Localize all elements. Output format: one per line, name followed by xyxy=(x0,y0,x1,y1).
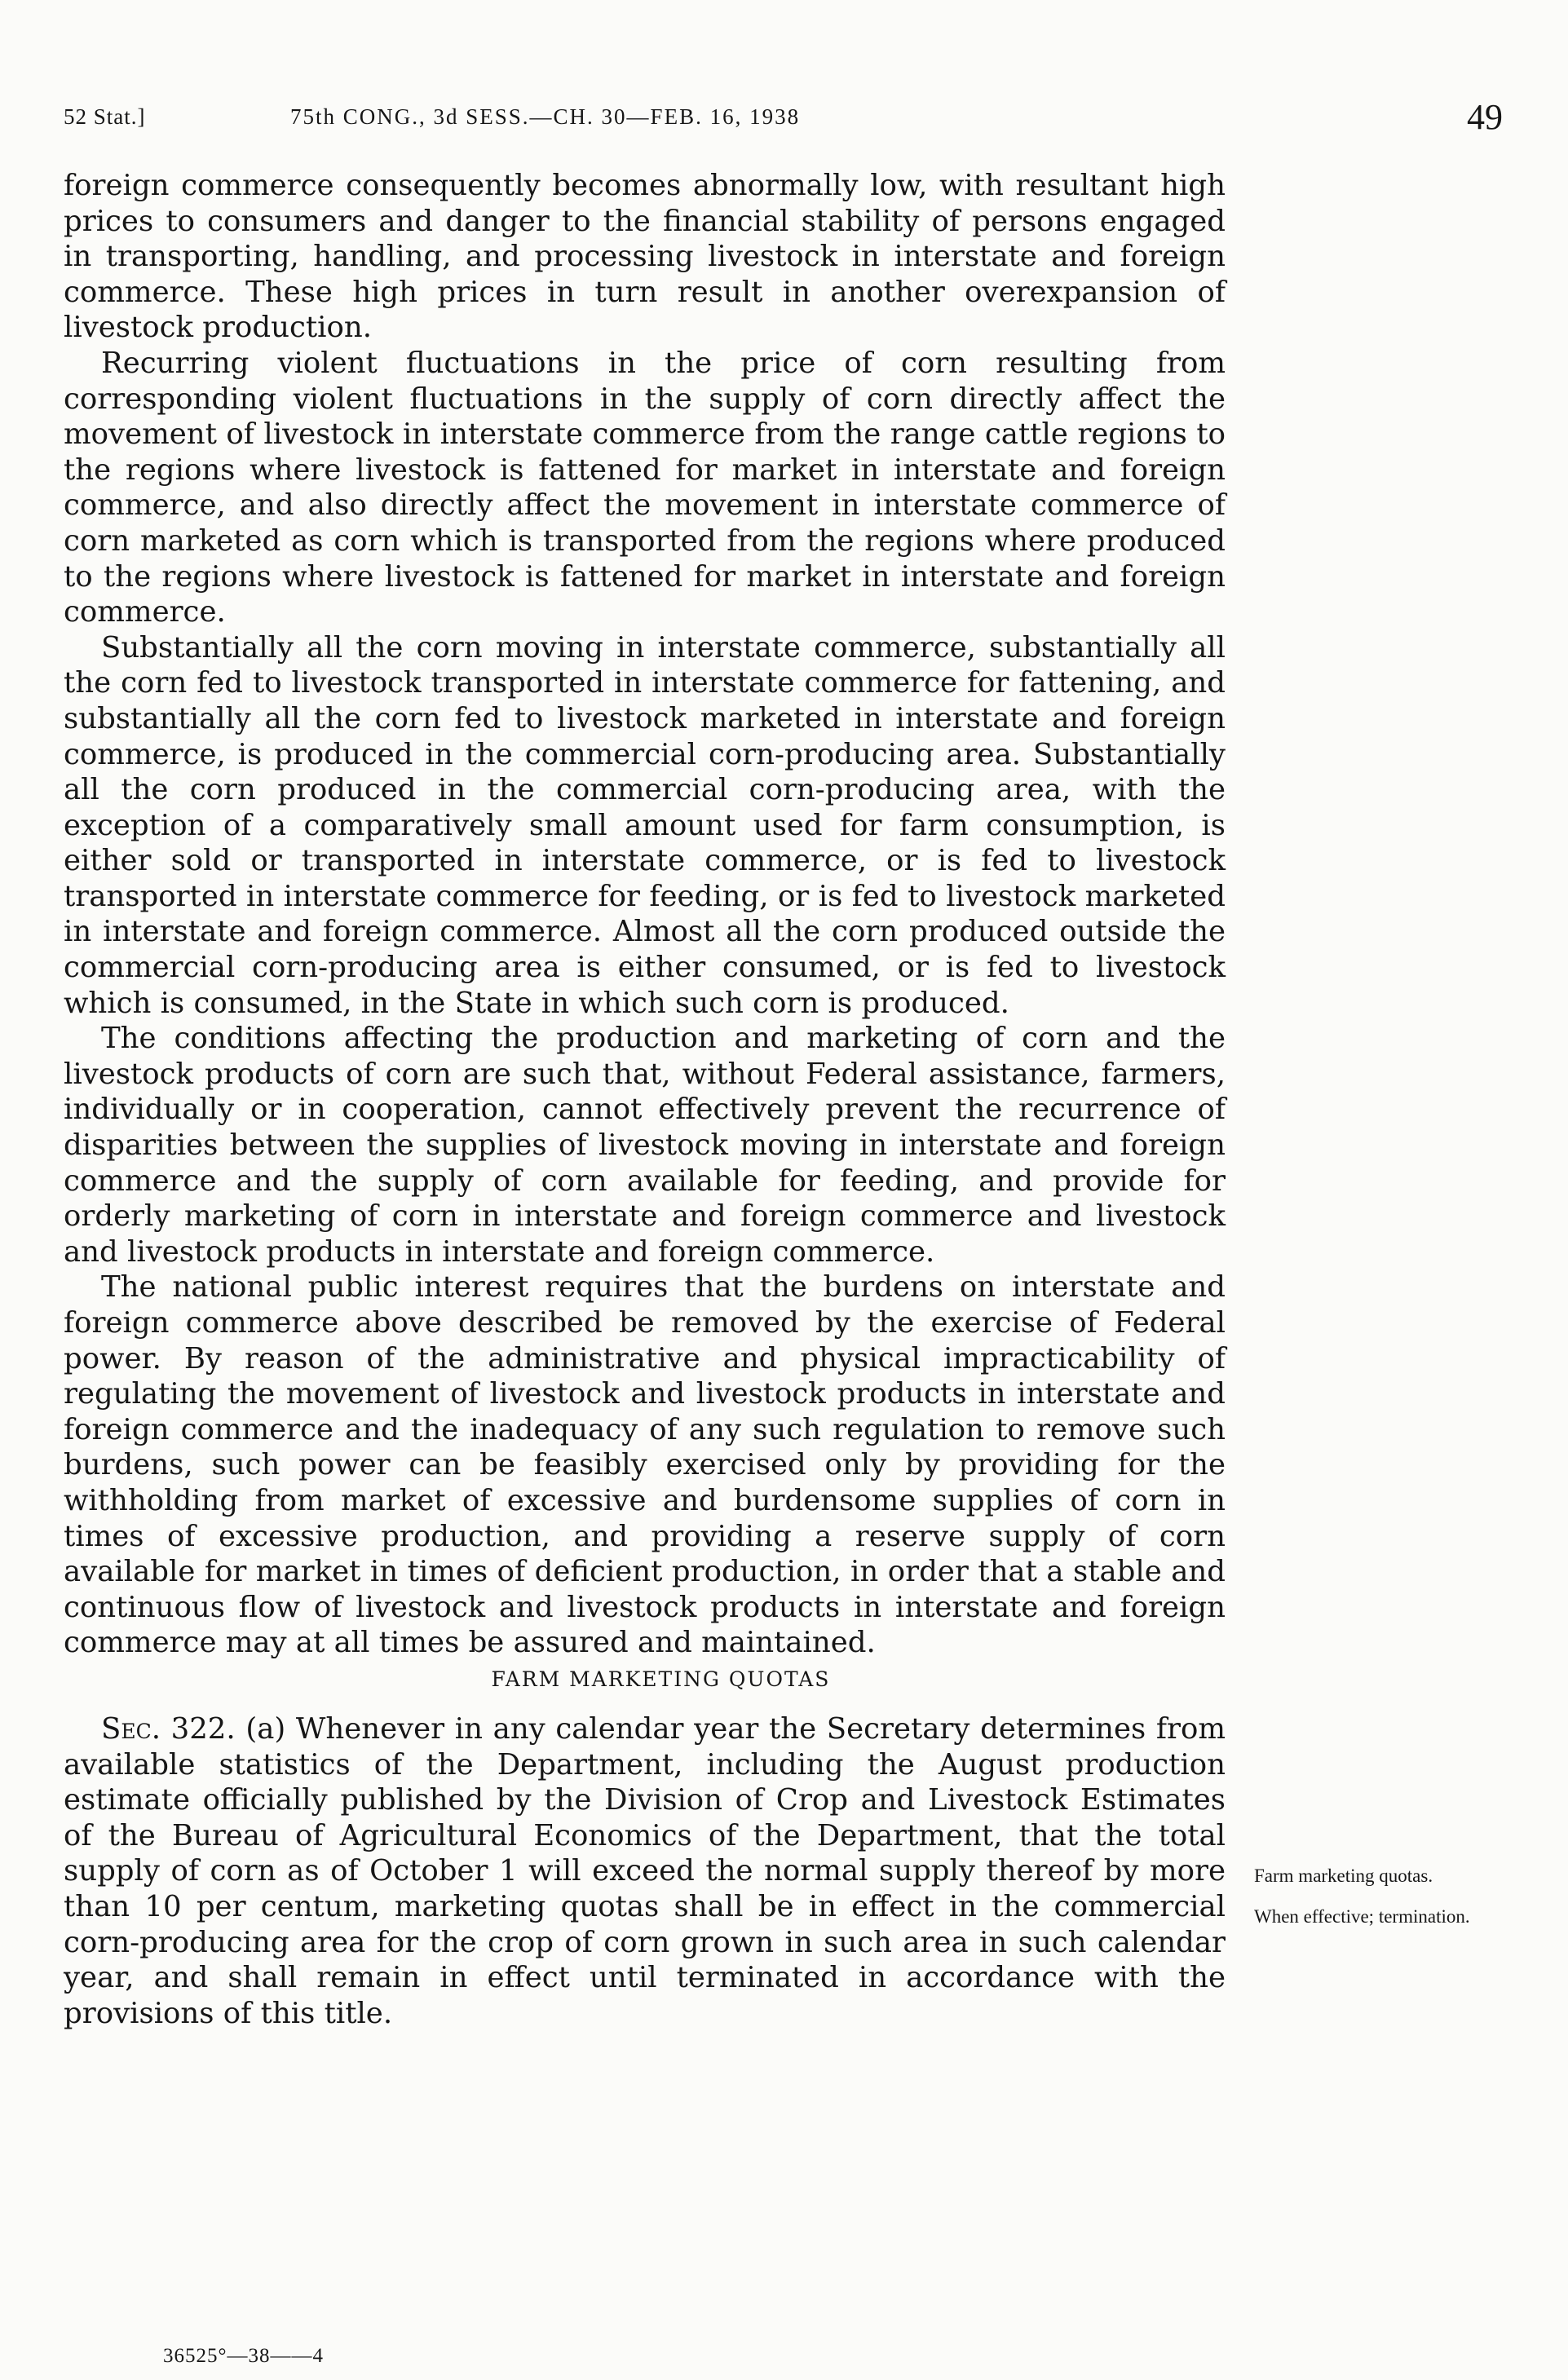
page-number: 49 xyxy=(1467,97,1503,137)
printer-signature-mark: 36525°—38——4 xyxy=(163,2345,324,2367)
sidenote-farm-marketing-quotas: Farm marketing quotas. xyxy=(1254,1866,1433,1886)
paragraph: The national public interest requires that the burdens on interstate and foreign commerce above described be removed by the exercise of Federal power. By reason of the administrative and physical impracticability of regulating the movement of livestock and livestock products in interstate and foreign commerce and the inadequacy of any such regulation to remove such burdens, such power can be feasibly exercised only by providing for the withholding from market of excessive and burdensome supplies of corn in times of excessive production, and providing a reserve supply of corn available for market in times of deficient production, in order that a stable and continuous flow of livestock and livestock products in interstate and foreign commerce may at all times be assured and maintained. xyxy=(64,1270,1226,1660)
section-heading: FARM MARKETING QUOTAS xyxy=(491,1667,831,1691)
section-label: Sec. 322. xyxy=(101,1711,236,1746)
running-head xyxy=(64,96,1503,145)
paragraph: Recurring violent fluctuations in the price of corn resulting from corresponding violent fluctuations in the supply of corn directly affect the movement of livestock in interstate commerce from the range cattle regions to the regions where livestock is fattened for market in interstate and foreign commerce, and also directly affect the movement in interstate commerce of corn marketed as corn which is transported from the regions where produced to the regions where livestock is fattened for market in interstate and foreign commerce. xyxy=(64,346,1226,629)
sidenote-when-effective: When effective; termination. xyxy=(1254,1906,1470,1927)
paragraph: The conditions affecting the production and marketing of corn and the livestock products of corn are such that, without Federal assistance, farmers, individually or in cooperation, cannot effectively prevent the recurrence of disparities between the supplies of livestock moving in interstate and foreign commerce and the supply of corn available for feeding, and provide for orderly marketing of corn in interstate and foreign commerce and livestock and livestock products in interstate and foreign commerce. xyxy=(64,1022,1226,1269)
main-text xyxy=(64,168,1226,2031)
session-chapter-date: 75th CONG., 3d SESS.—CH. 30—FEB. 16, 1938 xyxy=(290,104,801,129)
statute-reference: 52 Stat.] xyxy=(64,104,146,129)
paragraph: Substantially all the corn moving in interstate commerce, substantially all the corn fed to livestock transported in interstate commerce for fattening, and substantially all the corn fed to livestock marketed in interstate and foreign commerce, is produced in the commercial corn-producing area. Substantially all the corn produced in the commercial corn-producing area, with the exception of a comparatively small amount used for farm consumption, is either sold or transported in interstate commerce, or is fed to livestock transported in interstate commerce for feeding, or is fed to livestock marketed in interstate and foreign commerce. Almost all the corn produced outside the commercial corn-producing area is either consumed, or is fed to livestock which is consumed, in the State in which such corn is produced. xyxy=(64,630,1226,1020)
section-322-paragraph xyxy=(64,1711,1226,2031)
paragraph: foreign commerce consequently becomes abnormally low, with resultant high prices to consumers and danger to the financial stability of persons engaged in transporting, handling, and processing livestock in interstate and foreign commerce. These high prices in turn result in another overexpansion of livestock production. xyxy=(64,169,1226,345)
section-text: (a) Whenever in any calendar year the Secretary determines from available statistics of the Department, including the August production estimate officially published by the Division of Crop and Livestock Estimates of the Bureau of Agricultural Economics of the Department, that the total supply of corn as of October 1 will exceed the normal supply thereof by more than 10 per centum, marketing quotas shall be in effect in the commercial corn-producing area for the crop of corn grown in such area in such calendar year, and shall remain in effect until terminated in accordance with the provisions of this title. xyxy=(64,1711,1226,2030)
margin-notes xyxy=(1254,1866,1499,1947)
